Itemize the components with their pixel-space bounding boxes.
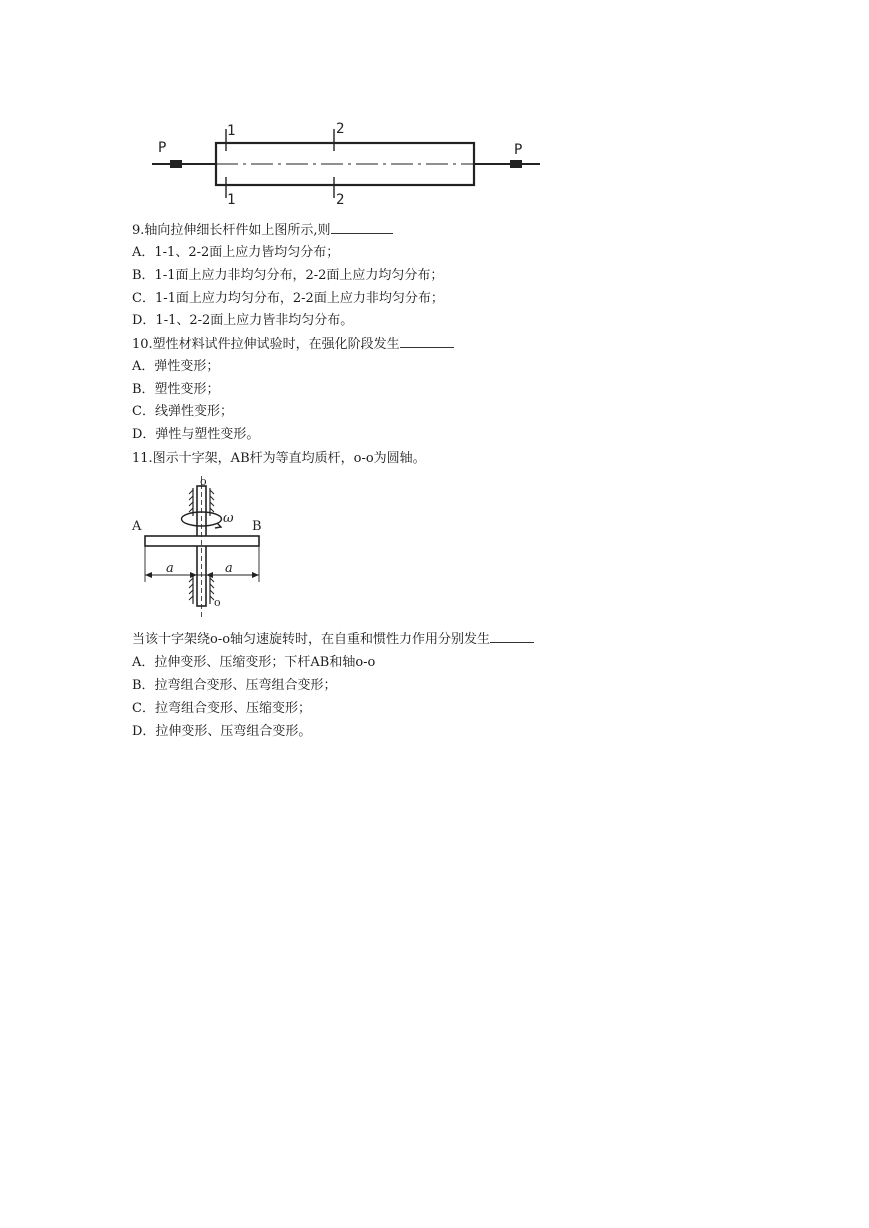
- answer-blank: [490, 632, 534, 643]
- label-b-end: B: [252, 519, 262, 534]
- q10-stem-line: [132, 337, 454, 353]
- label-o-bottom: o: [214, 596, 221, 609]
- q10-option-c: C．线弹性变形；: [132, 404, 233, 419]
- section1-label-top: 1: [227, 123, 236, 139]
- q11-question: 当该十字架绕o-o轴匀速旋转时，在自重和惯性力作用分别发生: [132, 632, 491, 647]
- q11-option-c: C．拉弯组合变形、压缩变形；: [132, 701, 311, 716]
- q9-option-c: C．1-1面上应力均匀分布，2-2面上应力非均匀分布；: [132, 291, 444, 306]
- q10-option-a: A．弹性变形；: [132, 359, 220, 374]
- load-head-right: [510, 160, 522, 168]
- q11-option-b: B．拉弯组合变形、压弯组合变形；: [132, 678, 337, 693]
- force-label-right: P: [514, 142, 523, 158]
- section2-label-top: 2: [336, 121, 345, 137]
- section2-label-bottom: 2: [336, 192, 345, 208]
- q9-stem-line: [132, 223, 393, 239]
- q9-option-b: B．1-1面上应力非均匀分布，2-2面上应力均匀分布；: [132, 268, 444, 283]
- figure-axial-bar: [148, 114, 548, 210]
- section1-label-bottom: 1: [227, 192, 236, 208]
- q11-question-line: [132, 632, 534, 648]
- q9-option-d: D．1-1、2-2面上应力皆非均匀分布。: [132, 313, 354, 328]
- label-omega: ω: [223, 511, 234, 526]
- dimension-label-right: a: [225, 561, 233, 576]
- q10-option-b: B．塑性变形；: [132, 382, 220, 397]
- q11-option-a: A．拉伸变形、压缩变形；下杆AB和轴o-o: [132, 655, 376, 670]
- bar-ab: [145, 536, 259, 546]
- dimension-label-left: a: [166, 561, 174, 576]
- label-a-end: A: [132, 519, 142, 534]
- figure-cross-frame: [130, 472, 272, 622]
- q9-option-a: A．1-1、2-2面上应力皆均匀分布；: [132, 245, 340, 260]
- answer-blank: [400, 337, 454, 348]
- answer-blank: [331, 223, 393, 234]
- q10-stem: 10.塑性材料试件拉伸试验时，在强化阶段发生: [132, 337, 400, 352]
- q11-option-d: D．拉伸变形、压弯组合变形。: [132, 724, 312, 739]
- q10-option-d: D．弹性与塑性变形。: [132, 427, 260, 442]
- q11-stem: 11.图示十字架，AB杆为等直均质杆，o-o为圆轴。: [132, 451, 426, 466]
- force-label-left: P: [158, 140, 167, 156]
- q9-stem: 9.轴向拉伸细长杆件如上图所示,则: [132, 223, 331, 238]
- label-o-top: o: [200, 475, 207, 488]
- load-head-left: [170, 160, 182, 168]
